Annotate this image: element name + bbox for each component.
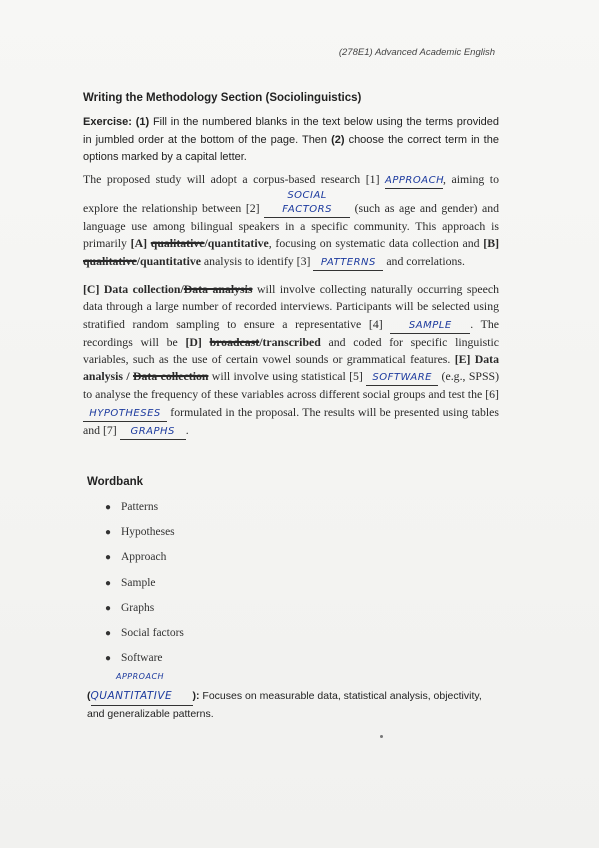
wordbank-title: Wordbank <box>87 476 144 488</box>
blank-3[interactable]: PATTERNS <box>313 256 383 271</box>
bullet-icon: ● <box>105 653 112 665</box>
option-b-struck: qualitative <box>83 253 137 268</box>
blank-2[interactable]: SOCIAL FACTORS <box>264 189 350 218</box>
bullet-icon: ● <box>105 627 112 639</box>
definition-open-paren: ( <box>87 690 91 702</box>
definition-entry <box>87 688 499 723</box>
option-a-label: [A] <box>130 236 148 251</box>
blank-4[interactable]: SAMPLE <box>390 319 470 334</box>
passage-text: . The recordings will be <box>83 316 499 349</box>
option-c-label: [C] <box>83 281 100 296</box>
passage-text: . <box>185 422 189 437</box>
wordbank-term: Graphs <box>121 601 155 614</box>
passage-text: analysis to identify [3] <box>200 253 314 268</box>
page-mark <box>380 735 383 738</box>
wordbank-term: Patterns <box>121 501 159 513</box>
blank-6[interactable]: HYPOTHESES <box>83 407 167 422</box>
step1-number: (1) <box>135 116 150 128</box>
methodology-passage <box>83 171 499 450</box>
definition-text: Focuses on measurable data, statistical analysis, objectivity, and generalizable patterns. <box>87 690 482 720</box>
wordbank-item <box>105 601 184 626</box>
option-c-chosen: Data collection/ <box>103 281 184 296</box>
passage-text: will involve collecting naturally occurring speech data through a large number of recorded interviews. Participants will be selected using stratified random sampling to ensure a representative [4] <box>83 281 500 331</box>
option-b-label: [B] <box>483 236 499 251</box>
option-c-struck: Data analysis <box>183 281 253 296</box>
passage-text: , aiming to explore the relationship between [2] <box>83 172 499 215</box>
passage-text: (e.g., SPSS) to analyse the frequency of these variables across different social groups and test the [6] <box>83 369 499 402</box>
passage-text: and coded for specific linguistic variables, such as the use of certain vowel sounds or grammatical features. <box>83 334 499 367</box>
option-d <box>185 335 320 349</box>
exercise-instructions <box>83 114 499 167</box>
step2-number: (2) <box>331 133 345 146</box>
wordbank-item <box>105 525 184 550</box>
bullet-icon: ● <box>105 577 112 589</box>
option-e-chosen: Data analysis / <box>83 352 500 384</box>
course-header: (278E1) Advanced Academic English <box>338 47 495 58</box>
option-a-struck: qualitative <box>150 236 205 251</box>
option-c <box>83 282 253 296</box>
option-d-label: [D] <box>185 334 202 349</box>
wordbank-term: Hypotheses <box>121 526 175 539</box>
wordbank-list <box>105 500 184 676</box>
passage-paragraph-1 <box>83 171 499 271</box>
passage-text: and correlations. <box>383 253 465 268</box>
step1-text: Fill in the numbered blanks in the text below using the terms provided in jumbled order at the bottom of the page. Then <box>83 116 499 146</box>
passage-paragraph-2 <box>83 281 499 440</box>
definition-close-paren: ): <box>192 690 200 702</box>
option-a <box>131 236 269 250</box>
option-a-chosen: /quantitative <box>204 236 269 251</box>
handwritten-annotation: APPROACH <box>116 672 165 681</box>
passage-text: will involve using statistical [5] <box>208 369 367 384</box>
wordbank-item <box>105 550 184 575</box>
blank-7[interactable]: GRAPHS <box>120 425 186 440</box>
bullet-icon: ● <box>105 527 112 539</box>
step2-text: choose the correct term in the options marked by a capital letter. <box>83 133 499 163</box>
wordbank-term: Social factors <box>121 626 184 639</box>
bullet-icon: ● <box>105 552 112 564</box>
bullet-icon: ● <box>105 602 112 614</box>
passage-text: formulated in the proposal. The results will be presented using tables and [7] <box>83 404 499 437</box>
passage-text: , focusing on systematic data collection and <box>268 236 484 251</box>
blank-5[interactable]: SOFTWARE <box>366 371 438 386</box>
passage-text: (such as age and gender) and language use among bilingual speakers in a specific community. This approach is primarily <box>83 201 499 251</box>
wordbank-term: Software <box>121 652 163 665</box>
wordbank-item <box>105 500 184 525</box>
wordbank-item <box>105 576 184 601</box>
passage-text: The proposed study will adopt a corpus-based research [1] <box>83 172 386 186</box>
option-b-chosen: /quantitative <box>136 253 201 268</box>
wordbank-term: Sample <box>121 576 156 589</box>
page-title: Writing the Methodology Section (Sociolinguistics) <box>83 92 362 104</box>
option-d-chosen: /transcribed <box>259 334 321 349</box>
option-e-struck: Data collection <box>133 369 209 384</box>
definition-blank[interactable]: QUANTITATIVE <box>91 688 193 706</box>
wordbank-term: Approach <box>121 551 167 564</box>
blank-1[interactable]: APPROACH <box>385 174 443 189</box>
bullet-icon: ● <box>105 502 112 513</box>
option-e-label: [E] <box>454 352 471 367</box>
option-d-struck: broadcast <box>209 334 260 349</box>
wordbank-item <box>105 626 184 651</box>
exercise-label: Exercise: <box>83 116 132 128</box>
